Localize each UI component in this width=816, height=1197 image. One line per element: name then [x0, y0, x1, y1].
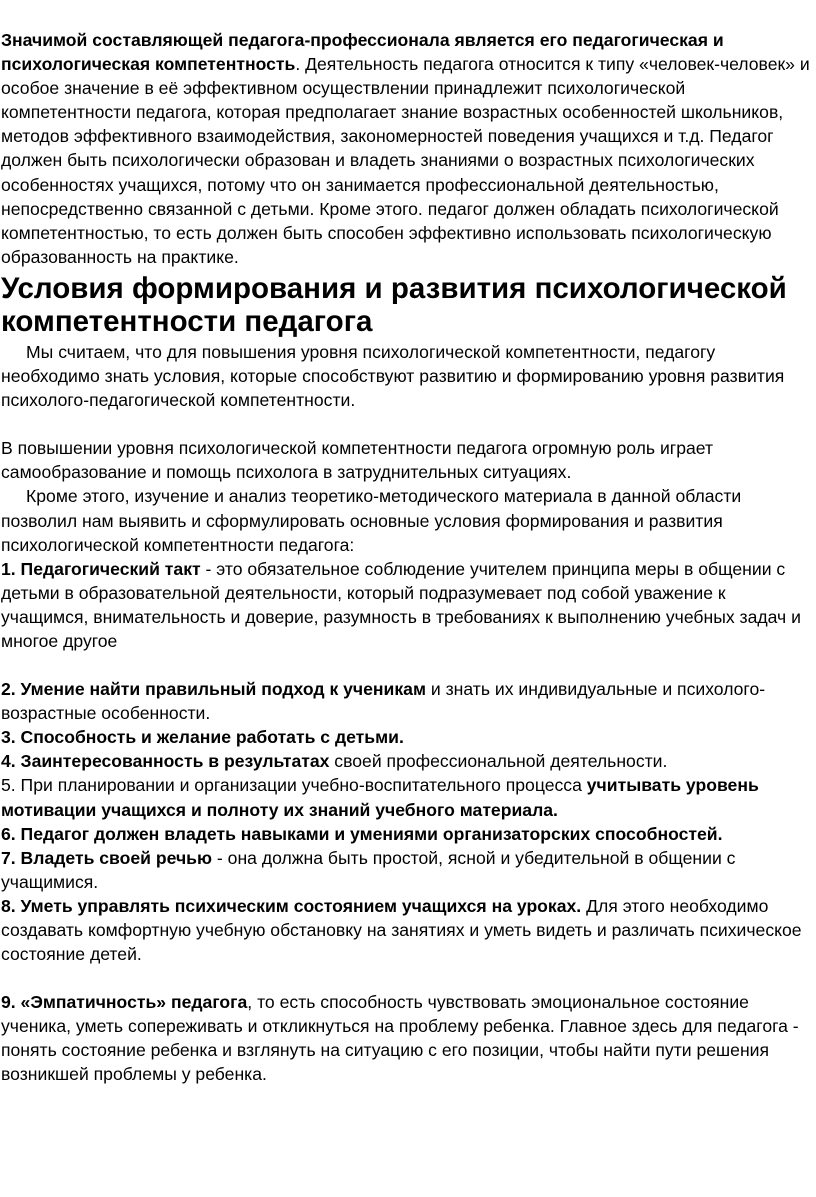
list-item-4: 4. Заинтересованность в результатах своей профессиональной деятельности.	[1, 751, 668, 772]
list-item-2: 2. Умение найти правильный подход к ученикам и знать их индивидуальные и психолого-возрастные особенности.	[1, 679, 766, 724]
list-item-3: 3. Способность и желание работать с детьми.	[1, 727, 404, 748]
paragraph-conditions-intro: Мы считаем, что для повышения уровня психологической компетентности, педагогу необходимо знать условия, которые способствуют развитию и формированию уровня развития психолого-педагогической компетентности.	[1, 341, 785, 411]
intro-bold-text: Значимой составляющей педагога-профессионала является его педагогическая и психологическая компетентность	[1, 30, 724, 75]
list-item-1: 1. Педагогический такт - это обязательное соблюдение учителем принципа меры в общении с детьми в образовательной деятельности, который подразумевает под собой уважение к учащимся, внимательность и доверие, разумность в требованиях к выполнению учебных задач и многое другое	[1, 558, 801, 651]
list-item-8: 8. Уметь управлять психическим состоянием учащихся на уроках. Для этого необходимо создавать комфортную учебную обстановку на занятиях и уметь видеть и различать психическое состояние детей.	[1, 895, 802, 965]
list-item-6: 6. Педагог должен владеть навыками и умениями организаторских способностей.	[1, 823, 723, 844]
paragraph-self-education: В повышении уровня психологической компетентности педагога огромную роль играет самообразование и помощь психолога в затруднительных ситуациях.	[1, 438, 714, 483]
intro-paragraph	[1, 28, 812, 269]
list-item-9: 9. «Эмпатичность» педагога, то есть способность чувствовать эмоциональное состояние ученика, уметь сопереживать и откликнуться на проблему ребенка. Главное здесь для педагога - понять состояние ребенка и взглянуть на ситуацию с его позиции, чтобы найти пути решения возникшей проблемы у ребенка.	[1, 992, 799, 1085]
list-item-5: 5. При планировании и организации учебно-воспитательного процесса учитывать уровень мотивации учащихся и полноту их знаний учебного материала.	[1, 775, 759, 820]
list-item-7: 7. Владеть своей речью - она должна быть простой, ясной и убедительной в общении с учащимися.	[1, 847, 736, 892]
section-heading: Условия формирования и развития психологической компетентности педагога	[1, 271, 787, 338]
intro-text: . Деятельность педагога относится к типу «человек-человек» и особое значение в её эффективном осуществлении принадлежит психологической компетентности педагога, которая предполагает знание возрастных особенностей школьников, методов эффективного взаимодействия, закономерностей поведения учащихся и т.д. Педагог должен быть психологически образован и владеть знаниями о возрастных психологических особенностях учащихся, потому что он занимается профессиональной деятельностью, непосредственно связанной с детьми. Кроме этого. педагог должен обладать психологической компетентностью, то есть должен быть способен эффективно использовать психологическую образованность на практике.	[1, 54, 810, 267]
paragraph-analysis: Кроме этого, изучение и анализ теоретико-методического материала в данной области позволил нам выявить и сформулировать основные условия формирования и развития психологической компетентности педагога:	[1, 486, 742, 555]
